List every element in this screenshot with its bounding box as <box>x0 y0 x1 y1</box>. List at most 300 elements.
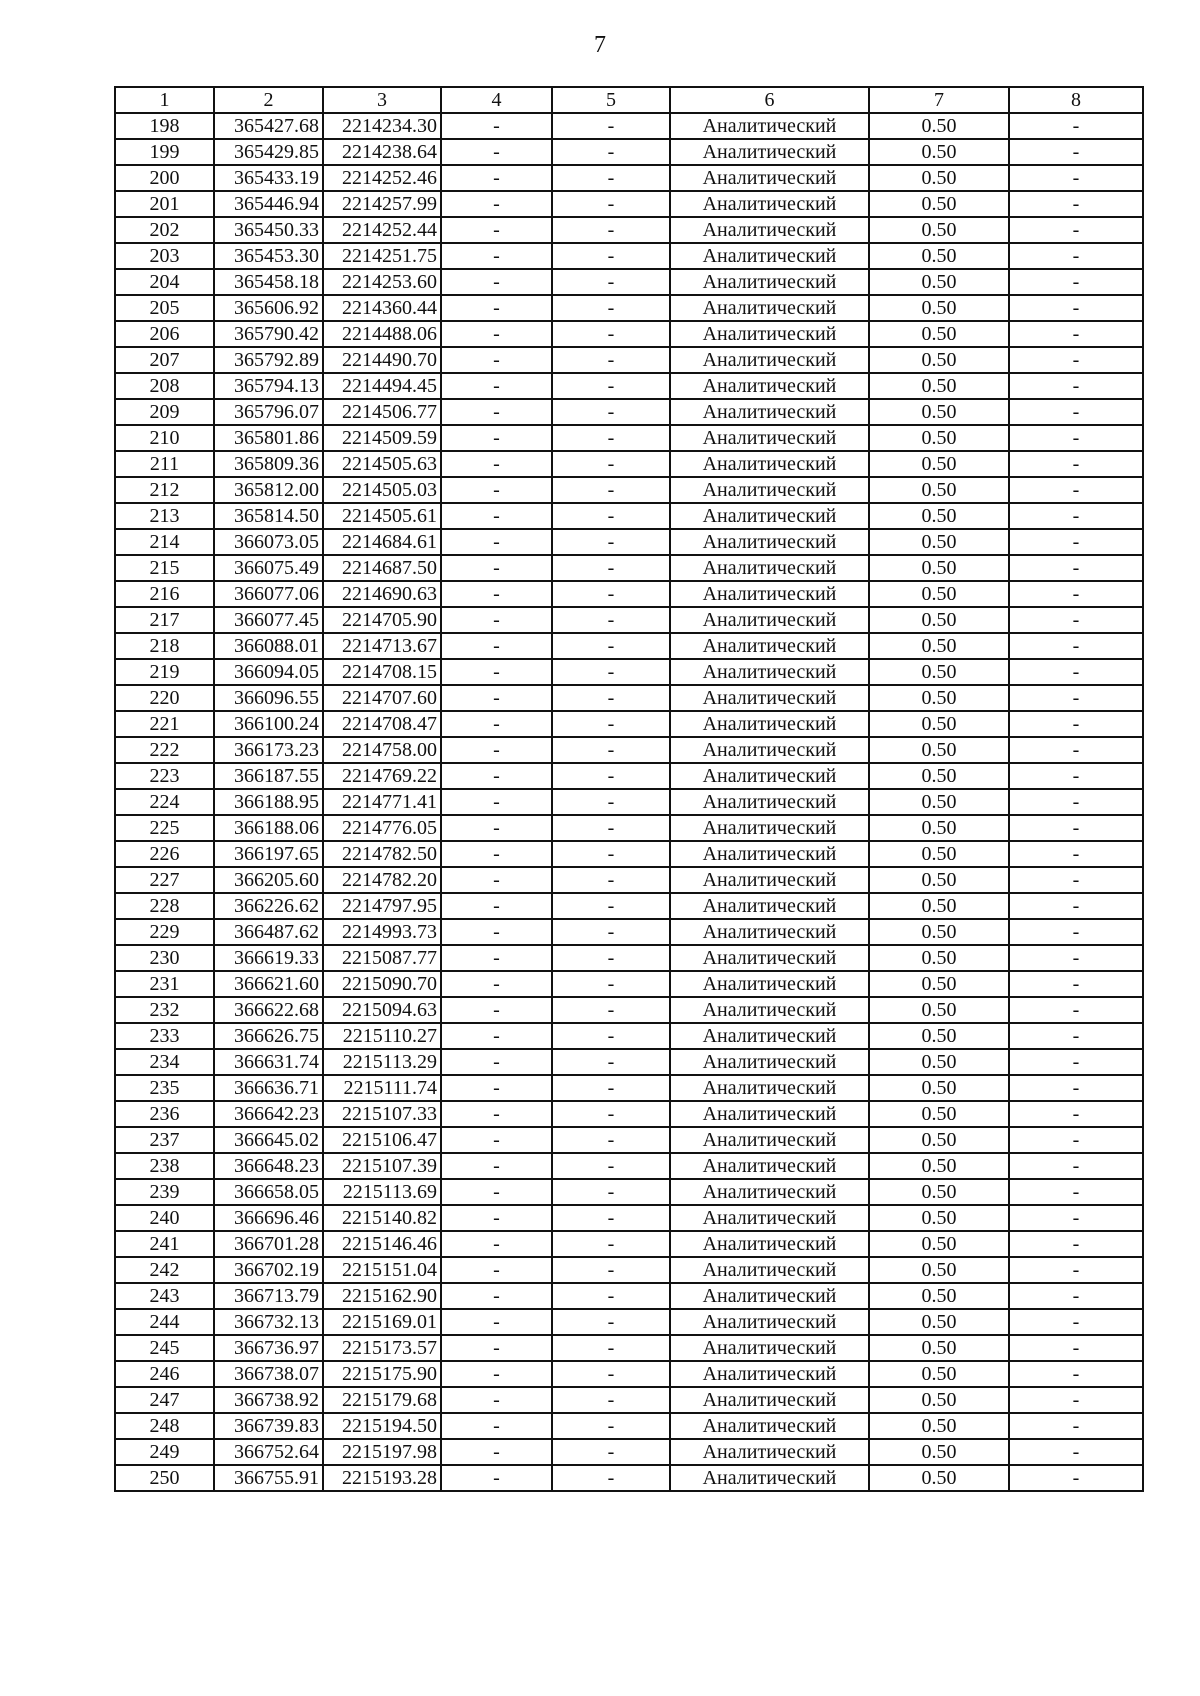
col4-cell: - <box>441 607 552 633</box>
method-cell: Аналитический <box>670 867 869 893</box>
method-cell: Аналитический <box>670 971 869 997</box>
accuracy-cell: 0.50 <box>869 113 1009 139</box>
table-row <box>115 581 1143 607</box>
col5-cell: - <box>552 997 670 1023</box>
method-cell: Аналитический <box>670 685 869 711</box>
x-coordinate-cell: 366075.49 <box>214 555 323 581</box>
point-number-cell: 218 <box>115 633 214 659</box>
method-cell: Аналитический <box>670 321 869 347</box>
method-cell: Аналитический <box>670 997 869 1023</box>
x-coordinate-cell: 366621.60 <box>214 971 323 997</box>
point-number-cell: 240 <box>115 1205 214 1231</box>
method-cell: Аналитический <box>670 243 869 269</box>
x-coordinate-cell: 366738.92 <box>214 1387 323 1413</box>
table-row <box>115 139 1143 165</box>
accuracy-cell: 0.50 <box>869 867 1009 893</box>
col8-cell: - <box>1009 919 1143 945</box>
col4-cell: - <box>441 269 552 295</box>
y-coordinate-cell: 2214690.63 <box>323 581 441 607</box>
accuracy-cell: 0.50 <box>869 321 1009 347</box>
x-coordinate-cell: 366188.06 <box>214 815 323 841</box>
x-coordinate-cell: 366205.60 <box>214 867 323 893</box>
x-coordinate-cell: 366732.13 <box>214 1309 323 1335</box>
table-row <box>115 269 1143 295</box>
point-number-cell: 244 <box>115 1309 214 1335</box>
x-coordinate-cell: 365801.86 <box>214 425 323 451</box>
table-row <box>115 685 1143 711</box>
table-row <box>115 841 1143 867</box>
col5-cell: - <box>552 1075 670 1101</box>
point-number-cell: 201 <box>115 191 214 217</box>
col8-cell: - <box>1009 1257 1143 1283</box>
col8-cell: - <box>1009 113 1143 139</box>
point-number-cell: 223 <box>115 763 214 789</box>
accuracy-cell: 0.50 <box>869 919 1009 945</box>
point-number-cell: 239 <box>115 1179 214 1205</box>
col5-cell: - <box>552 1387 670 1413</box>
point-number-cell: 230 <box>115 945 214 971</box>
header-cell: 3 <box>323 87 441 113</box>
col5-cell: - <box>552 945 670 971</box>
x-coordinate-cell: 366701.28 <box>214 1231 323 1257</box>
col5-cell: - <box>552 555 670 581</box>
accuracy-cell: 0.50 <box>869 607 1009 633</box>
x-coordinate-cell: 366658.05 <box>214 1179 323 1205</box>
table-row <box>115 607 1143 633</box>
accuracy-cell: 0.50 <box>869 581 1009 607</box>
col8-cell: - <box>1009 139 1143 165</box>
x-coordinate-cell: 366713.79 <box>214 1283 323 1309</box>
col5-cell: - <box>552 1439 670 1465</box>
col8-cell: - <box>1009 1101 1143 1127</box>
col5-cell: - <box>552 321 670 347</box>
y-coordinate-cell: 2215094.63 <box>323 997 441 1023</box>
y-coordinate-cell: 2214758.00 <box>323 737 441 763</box>
point-number-cell: 205 <box>115 295 214 321</box>
col5-cell: - <box>552 1465 670 1491</box>
point-number-cell: 217 <box>115 607 214 633</box>
table-row <box>115 971 1143 997</box>
table-row <box>115 1023 1143 1049</box>
accuracy-cell: 0.50 <box>869 555 1009 581</box>
accuracy-cell: 0.50 <box>869 763 1009 789</box>
accuracy-cell: 0.50 <box>869 217 1009 243</box>
header-cell: 6 <box>670 87 869 113</box>
accuracy-cell: 0.50 <box>869 1387 1009 1413</box>
table-row <box>115 633 1143 659</box>
col4-cell: - <box>441 997 552 1023</box>
col4-cell: - <box>441 659 552 685</box>
col4-cell: - <box>441 763 552 789</box>
accuracy-cell: 0.50 <box>869 503 1009 529</box>
col8-cell: - <box>1009 191 1143 217</box>
accuracy-cell: 0.50 <box>869 893 1009 919</box>
x-coordinate-cell: 366645.02 <box>214 1127 323 1153</box>
col4-cell: - <box>441 529 552 555</box>
accuracy-cell: 0.50 <box>869 191 1009 217</box>
method-cell: Аналитический <box>670 503 869 529</box>
accuracy-cell: 0.50 <box>869 711 1009 737</box>
accuracy-cell: 0.50 <box>869 269 1009 295</box>
col4-cell: - <box>441 841 552 867</box>
col5-cell: - <box>552 243 670 269</box>
method-cell: Аналитический <box>670 1179 869 1205</box>
table-row <box>115 373 1143 399</box>
table-row <box>115 1127 1143 1153</box>
x-coordinate-cell: 366197.65 <box>214 841 323 867</box>
col5-cell: - <box>552 503 670 529</box>
method-cell: Аналитический <box>670 139 869 165</box>
col4-cell: - <box>441 1309 552 1335</box>
point-number-cell: 225 <box>115 815 214 841</box>
col5-cell: - <box>552 139 670 165</box>
point-number-cell: 231 <box>115 971 214 997</box>
col4-cell: - <box>441 1023 552 1049</box>
col5-cell: - <box>552 607 670 633</box>
table-row <box>115 503 1143 529</box>
method-cell: Аналитический <box>670 1101 869 1127</box>
col8-cell: - <box>1009 711 1143 737</box>
col8-cell: - <box>1009 529 1143 555</box>
col4-cell: - <box>441 633 552 659</box>
x-coordinate-cell: 365794.13 <box>214 373 323 399</box>
col8-cell: - <box>1009 477 1143 503</box>
col4-cell: - <box>441 685 552 711</box>
point-number-cell: 219 <box>115 659 214 685</box>
point-number-cell: 209 <box>115 399 214 425</box>
accuracy-cell: 0.50 <box>869 165 1009 191</box>
method-cell: Аналитический <box>670 1075 869 1101</box>
point-number-cell: 226 <box>115 841 214 867</box>
table-row <box>115 1283 1143 1309</box>
table-header <box>115 87 1143 113</box>
x-coordinate-cell: 365809.36 <box>214 451 323 477</box>
x-coordinate-cell: 366619.33 <box>214 945 323 971</box>
point-number-cell: 213 <box>115 503 214 529</box>
y-coordinate-cell: 2214505.03 <box>323 477 441 503</box>
point-number-cell: 246 <box>115 1361 214 1387</box>
col4-cell: - <box>441 1257 552 1283</box>
accuracy-cell: 0.50 <box>869 841 1009 867</box>
col5-cell: - <box>552 373 670 399</box>
col5-cell: - <box>552 1257 670 1283</box>
accuracy-cell: 0.50 <box>869 1439 1009 1465</box>
table-row <box>115 1335 1143 1361</box>
method-cell: Аналитический <box>670 347 869 373</box>
method-cell: Аналитический <box>670 1153 869 1179</box>
table-row <box>115 1231 1143 1257</box>
col8-cell: - <box>1009 659 1143 685</box>
x-coordinate-cell: 366622.68 <box>214 997 323 1023</box>
col4-cell: - <box>441 321 552 347</box>
col5-cell: - <box>552 1335 670 1361</box>
y-coordinate-cell: 2215140.82 <box>323 1205 441 1231</box>
col4-cell: - <box>441 1283 552 1309</box>
x-coordinate-cell: 365812.00 <box>214 477 323 503</box>
table-row <box>115 425 1143 451</box>
col8-cell: - <box>1009 737 1143 763</box>
point-number-cell: 204 <box>115 269 214 295</box>
header-cell: 2 <box>214 87 323 113</box>
col4-cell: - <box>441 217 552 243</box>
x-coordinate-cell: 366088.01 <box>214 633 323 659</box>
col4-cell: - <box>441 165 552 191</box>
col5-cell: - <box>552 1179 670 1205</box>
col5-cell: - <box>552 685 670 711</box>
col8-cell: - <box>1009 399 1143 425</box>
col5-cell: - <box>552 971 670 997</box>
col8-cell: - <box>1009 217 1143 243</box>
table-row <box>115 399 1143 425</box>
x-coordinate-cell: 365453.30 <box>214 243 323 269</box>
point-number-cell: 198 <box>115 113 214 139</box>
col4-cell: - <box>441 893 552 919</box>
y-coordinate-cell: 2214707.60 <box>323 685 441 711</box>
y-coordinate-cell: 2214705.90 <box>323 607 441 633</box>
header-cell: 7 <box>869 87 1009 113</box>
method-cell: Аналитический <box>670 1361 869 1387</box>
method-cell: Аналитический <box>670 945 869 971</box>
accuracy-cell: 0.50 <box>869 477 1009 503</box>
col4-cell: - <box>441 139 552 165</box>
y-coordinate-cell: 2214494.45 <box>323 373 441 399</box>
col8-cell: - <box>1009 1205 1143 1231</box>
col4-cell: - <box>441 919 552 945</box>
col8-cell: - <box>1009 321 1143 347</box>
table-row <box>115 1179 1143 1205</box>
x-coordinate-cell: 366696.46 <box>214 1205 323 1231</box>
method-cell: Аналитический <box>670 399 869 425</box>
col4-cell: - <box>441 1127 552 1153</box>
col4-cell: - <box>441 503 552 529</box>
header-cell: 8 <box>1009 87 1143 113</box>
point-number-cell: 208 <box>115 373 214 399</box>
x-coordinate-cell: 366094.05 <box>214 659 323 685</box>
method-cell: Аналитический <box>670 269 869 295</box>
method-cell: Аналитический <box>670 789 869 815</box>
col8-cell: - <box>1009 581 1143 607</box>
x-coordinate-cell: 366642.23 <box>214 1101 323 1127</box>
y-coordinate-cell: 2214509.59 <box>323 425 441 451</box>
point-number-cell: 249 <box>115 1439 214 1465</box>
accuracy-cell: 0.50 <box>869 347 1009 373</box>
y-coordinate-cell: 2214490.70 <box>323 347 441 373</box>
y-coordinate-cell: 2214234.30 <box>323 113 441 139</box>
col8-cell: - <box>1009 1465 1143 1491</box>
method-cell: Аналитический <box>670 633 869 659</box>
table-row <box>115 1153 1143 1179</box>
method-cell: Аналитический <box>670 815 869 841</box>
col8-cell: - <box>1009 295 1143 321</box>
method-cell: Аналитический <box>670 841 869 867</box>
col5-cell: - <box>552 919 670 945</box>
x-coordinate-cell: 366636.71 <box>214 1075 323 1101</box>
col5-cell: - <box>552 191 670 217</box>
col8-cell: - <box>1009 841 1143 867</box>
col5-cell: - <box>552 1049 670 1075</box>
accuracy-cell: 0.50 <box>869 789 1009 815</box>
method-cell: Аналитический <box>670 659 869 685</box>
y-coordinate-cell: 2215173.57 <box>323 1335 441 1361</box>
method-cell: Аналитический <box>670 581 869 607</box>
y-coordinate-cell: 2215146.46 <box>323 1231 441 1257</box>
accuracy-cell: 0.50 <box>869 1075 1009 1101</box>
table-row <box>115 451 1143 477</box>
col4-cell: - <box>441 243 552 269</box>
col8-cell: - <box>1009 555 1143 581</box>
x-coordinate-cell: 365790.42 <box>214 321 323 347</box>
method-cell: Аналитический <box>670 191 869 217</box>
accuracy-cell: 0.50 <box>869 815 1009 841</box>
y-coordinate-cell: 2215113.69 <box>323 1179 441 1205</box>
accuracy-cell: 0.50 <box>869 425 1009 451</box>
table-row <box>115 1257 1143 1283</box>
point-number-cell: 212 <box>115 477 214 503</box>
accuracy-cell: 0.50 <box>869 1413 1009 1439</box>
table-row <box>115 737 1143 763</box>
accuracy-cell: 0.50 <box>869 1101 1009 1127</box>
table-row <box>115 893 1143 919</box>
col5-cell: - <box>552 1309 670 1335</box>
col8-cell: - <box>1009 763 1143 789</box>
x-coordinate-cell: 365458.18 <box>214 269 323 295</box>
y-coordinate-cell: 2215087.77 <box>323 945 441 971</box>
col8-cell: - <box>1009 243 1143 269</box>
col4-cell: - <box>441 1179 552 1205</box>
y-coordinate-cell: 2215106.47 <box>323 1127 441 1153</box>
col8-cell: - <box>1009 1439 1143 1465</box>
col5-cell: - <box>552 1153 670 1179</box>
col4-cell: - <box>441 1465 552 1491</box>
col8-cell: - <box>1009 373 1143 399</box>
method-cell: Аналитический <box>670 1283 869 1309</box>
point-number-cell: 215 <box>115 555 214 581</box>
col4-cell: - <box>441 1049 552 1075</box>
point-number-cell: 228 <box>115 893 214 919</box>
y-coordinate-cell: 2214797.95 <box>323 893 441 919</box>
y-coordinate-cell: 2214257.99 <box>323 191 441 217</box>
point-number-cell: 224 <box>115 789 214 815</box>
x-coordinate-cell: 365450.33 <box>214 217 323 243</box>
header-cell: 4 <box>441 87 552 113</box>
col4-cell: - <box>441 399 552 425</box>
accuracy-cell: 0.50 <box>869 633 1009 659</box>
accuracy-cell: 0.50 <box>869 997 1009 1023</box>
method-cell: Аналитический <box>670 1127 869 1153</box>
method-cell: Аналитический <box>670 1309 869 1335</box>
col5-cell: - <box>552 867 670 893</box>
col5-cell: - <box>552 1361 670 1387</box>
method-cell: Аналитический <box>670 165 869 191</box>
y-coordinate-cell: 2215151.04 <box>323 1257 441 1283</box>
y-coordinate-cell: 2214769.22 <box>323 763 441 789</box>
method-cell: Аналитический <box>670 425 869 451</box>
method-cell: Аналитический <box>670 1205 869 1231</box>
col4-cell: - <box>441 1153 552 1179</box>
col5-cell: - <box>552 529 670 555</box>
header-cell: 1 <box>115 87 214 113</box>
accuracy-cell: 0.50 <box>869 685 1009 711</box>
col4-cell: - <box>441 477 552 503</box>
col4-cell: - <box>441 1439 552 1465</box>
col5-cell: - <box>552 425 670 451</box>
col4-cell: - <box>441 789 552 815</box>
accuracy-cell: 0.50 <box>869 1309 1009 1335</box>
y-coordinate-cell: 2215111.74 <box>323 1075 441 1101</box>
col4-cell: - <box>441 191 552 217</box>
col8-cell: - <box>1009 1023 1143 1049</box>
x-coordinate-cell: 365814.50 <box>214 503 323 529</box>
y-coordinate-cell: 2215169.01 <box>323 1309 441 1335</box>
col4-cell: - <box>441 711 552 737</box>
col4-cell: - <box>441 1387 552 1413</box>
col5-cell: - <box>552 269 670 295</box>
header-cell: 5 <box>552 87 670 113</box>
method-cell: Аналитический <box>670 555 869 581</box>
table-row <box>115 1309 1143 1335</box>
table-row <box>115 1205 1143 1231</box>
method-cell: Аналитический <box>670 763 869 789</box>
y-coordinate-cell: 2214253.60 <box>323 269 441 295</box>
x-coordinate-cell: 366077.45 <box>214 607 323 633</box>
accuracy-cell: 0.50 <box>869 1049 1009 1075</box>
col4-cell: - <box>441 425 552 451</box>
col5-cell: - <box>552 1231 670 1257</box>
table-row <box>115 555 1143 581</box>
col8-cell: - <box>1009 945 1143 971</box>
point-number-cell: 250 <box>115 1465 214 1491</box>
point-number-cell: 214 <box>115 529 214 555</box>
col5-cell: - <box>552 1127 670 1153</box>
y-coordinate-cell: 2215107.33 <box>323 1101 441 1127</box>
y-coordinate-cell: 2215194.50 <box>323 1413 441 1439</box>
col8-cell: - <box>1009 1179 1143 1205</box>
point-number-cell: 245 <box>115 1335 214 1361</box>
table-row <box>115 945 1143 971</box>
col8-cell: - <box>1009 633 1143 659</box>
col5-cell: - <box>552 1023 670 1049</box>
point-number-cell: 241 <box>115 1231 214 1257</box>
y-coordinate-cell: 2215175.90 <box>323 1361 441 1387</box>
col4-cell: - <box>441 737 552 763</box>
col5-cell: - <box>552 893 670 919</box>
y-coordinate-cell: 2214782.50 <box>323 841 441 867</box>
method-cell: Аналитический <box>670 373 869 399</box>
table-row <box>115 1413 1143 1439</box>
accuracy-cell: 0.50 <box>869 737 1009 763</box>
y-coordinate-cell: 2215197.98 <box>323 1439 441 1465</box>
table-row <box>115 243 1143 269</box>
col5-cell: - <box>552 165 670 191</box>
accuracy-cell: 0.50 <box>869 399 1009 425</box>
accuracy-cell: 0.50 <box>869 1335 1009 1361</box>
table-body <box>115 113 1143 1491</box>
x-coordinate-cell: 365429.85 <box>214 139 323 165</box>
method-cell: Аналитический <box>670 1439 869 1465</box>
col5-cell: - <box>552 347 670 373</box>
col8-cell: - <box>1009 789 1143 815</box>
method-cell: Аналитический <box>670 113 869 139</box>
table-row <box>115 347 1143 373</box>
col8-cell: - <box>1009 685 1143 711</box>
point-number-cell: 227 <box>115 867 214 893</box>
method-cell: Аналитический <box>670 607 869 633</box>
col8-cell: - <box>1009 1309 1143 1335</box>
table-row <box>115 113 1143 139</box>
x-coordinate-cell: 366626.75 <box>214 1023 323 1049</box>
accuracy-cell: 0.50 <box>869 1205 1009 1231</box>
table-row <box>115 1439 1143 1465</box>
